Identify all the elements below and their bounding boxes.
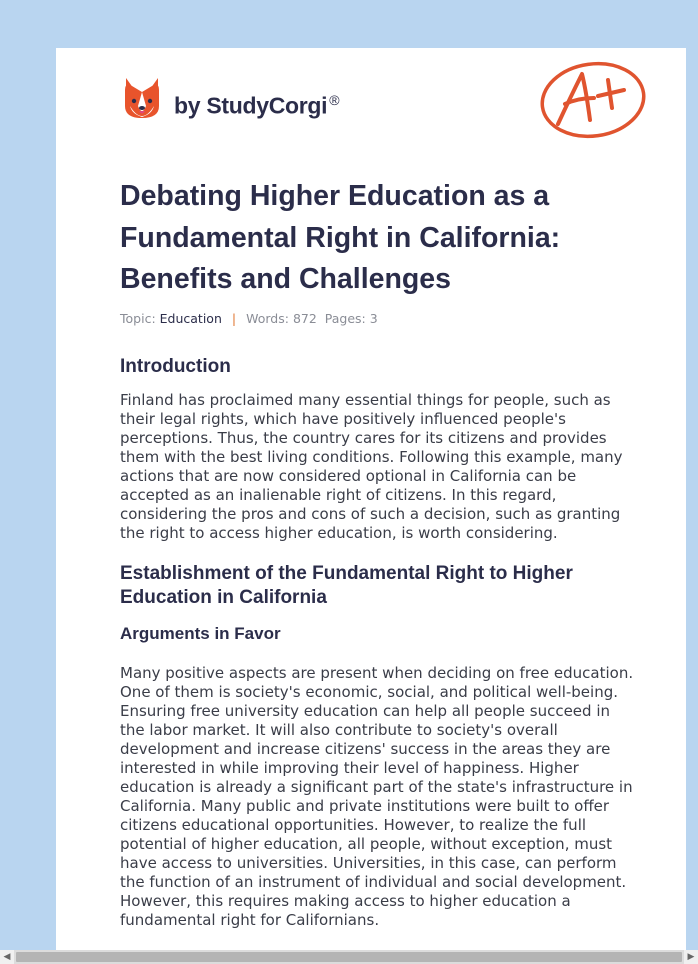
brand-name[interactable]: by StudyCorgi ® (174, 92, 340, 119)
words-label: Words: (246, 311, 289, 326)
topic-link[interactable]: Education (159, 311, 222, 326)
paragraph-arguments-in-favor: Many positive aspects are present when deciding on free education. One of them is society's economic, social, and political well-being. Ensuring free university education can help all people succeed in the labor market. It will also contribute to society's overall development and increase citizens' success in the areas they are interested in while improving their level of happiness. Higher education is already a significant part of the state's infrastructure in California. Many public and private institutions were built to offer citizens educational opportunities. However, to realize the full potential of higher education, all people, without exception, must have access to universities. Universities, in this case, can perform the function of an instrument of individual and social development. However, this requires making access to higher education a fundamental right for Californians. (120, 664, 634, 929)
corgi-icon (122, 76, 162, 122)
article-title: Debating Higher Education as a Fundamental Right in California: Benefits and Challenges (120, 180, 561, 295)
logo[interactable] (122, 76, 162, 122)
document-page (56, 48, 686, 964)
scroll-thumb[interactable] (16, 952, 682, 962)
section-heading-introduction: Introduction (120, 356, 231, 377)
meta-separator: | (231, 311, 237, 326)
subheading-arguments-in-favor: Arguments in Favor (120, 624, 281, 643)
paragraph-introduction: Finland has proclaimed many essential things for people, such as their legal rights, which have positively influenced people's perceptions. Thus, the country cares for its citizens and provides them with the best living conditions. Following this example, many actions that are now considered optional in California can be accepted as an inalienable right of citizens. In this regard, considering the pros and cons of such a decision, such as granting the right to access higher education, is worth considering. (120, 391, 623, 542)
pages-count: 3 (369, 311, 378, 326)
article-meta (120, 311, 378, 326)
scroll-right-button[interactable]: ▶ (684, 950, 698, 964)
section-heading-establishment: Establishment of the Fundamental Right to Higher Education in California (120, 563, 573, 608)
registered-mark: ® (329, 92, 340, 108)
words-count: 872 (292, 311, 317, 326)
a-plus-stamp-icon (538, 58, 648, 140)
horizontal-scrollbar[interactable] (0, 950, 698, 964)
topic-label: Topic: (120, 311, 156, 326)
pages-label: Pages: (324, 311, 366, 326)
scroll-left-button[interactable]: ◀ (0, 950, 14, 964)
